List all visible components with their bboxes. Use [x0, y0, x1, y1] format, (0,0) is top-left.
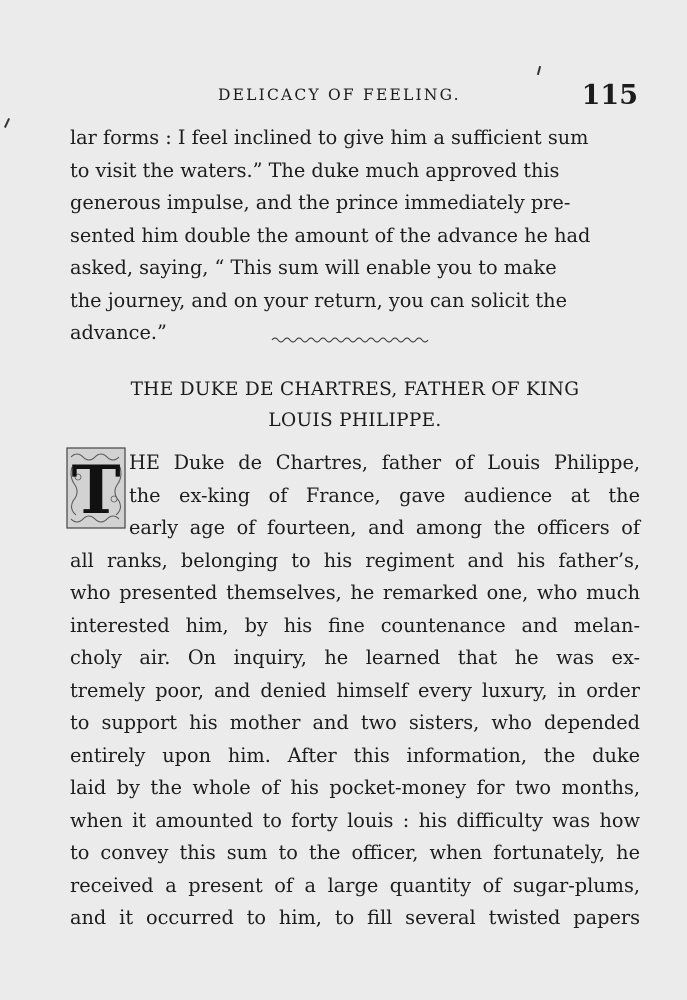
text-line: who presented themselves, he remarked one, who much [70, 581, 640, 604]
text-line: choly air. On inquiry, he learned that he was ex- [70, 646, 640, 669]
text-line: interested him, by his fine countenance and melan- [70, 613, 640, 637]
text-line: the ex-king of France, gave audience at the [129, 483, 640, 507]
text-line: tremely poor, and denied himself every luxury, in order [70, 678, 640, 702]
drop-cap-letter: T [71, 451, 121, 529]
text-line: generous impulse, and the prince immediately pre- [70, 191, 571, 214]
text-line: to support his mother and two sisters, who depended [70, 711, 640, 734]
text-line: lar forms : I feel inclined to give him a sufficient sum [70, 126, 589, 149]
text-line: early age of fourteen, and among the officers of [129, 516, 640, 539]
text-line: to convey this sum to the officer, when fortunately, he [70, 841, 640, 864]
page-number: 115 [581, 80, 638, 111]
running-title: DELICACY OF FEELING. [218, 86, 461, 104]
section-heading [70, 374, 640, 436]
text-line: asked, saying, “ This sum will enable you to make [70, 256, 557, 279]
paragraph-continued [70, 122, 640, 350]
text-line: when it amounted to forty louis : his difficulty was how [70, 808, 640, 832]
text-line: advance.” [70, 321, 167, 344]
text-line: all ranks, belonging to his regiment and his father’s, [70, 548, 640, 572]
heading-line: THE DUKE DE CHARTRES, FATHER OF KING [130, 379, 580, 400]
text-line: laid by the whole of his pocket-money for two months, [70, 776, 640, 799]
running-head [70, 82, 642, 112]
text-line: received a present of a large quantity of sugar-plums, [70, 873, 640, 897]
text-line: to visit the waters.” The duke much approved this [70, 158, 560, 182]
text-line: entirely upon him. After this information, the duke [70, 743, 640, 767]
text-line: and it occurred to him, to fill several twisted papers [70, 906, 640, 929]
text-line: sented him double the amount of the advance he had [70, 223, 591, 247]
stray-mark-top [537, 66, 541, 75]
paragraph-body [70, 447, 640, 935]
section-divider-ornament [270, 335, 430, 345]
heading-line: LOUIS PHILIPPE. [268, 410, 442, 431]
text-line: the journey, and on your return, you can solicit the [70, 288, 567, 312]
text-line: HE Duke de Chartres, father of Louis Philippe, [129, 451, 640, 474]
stray-mark-left [4, 118, 10, 128]
